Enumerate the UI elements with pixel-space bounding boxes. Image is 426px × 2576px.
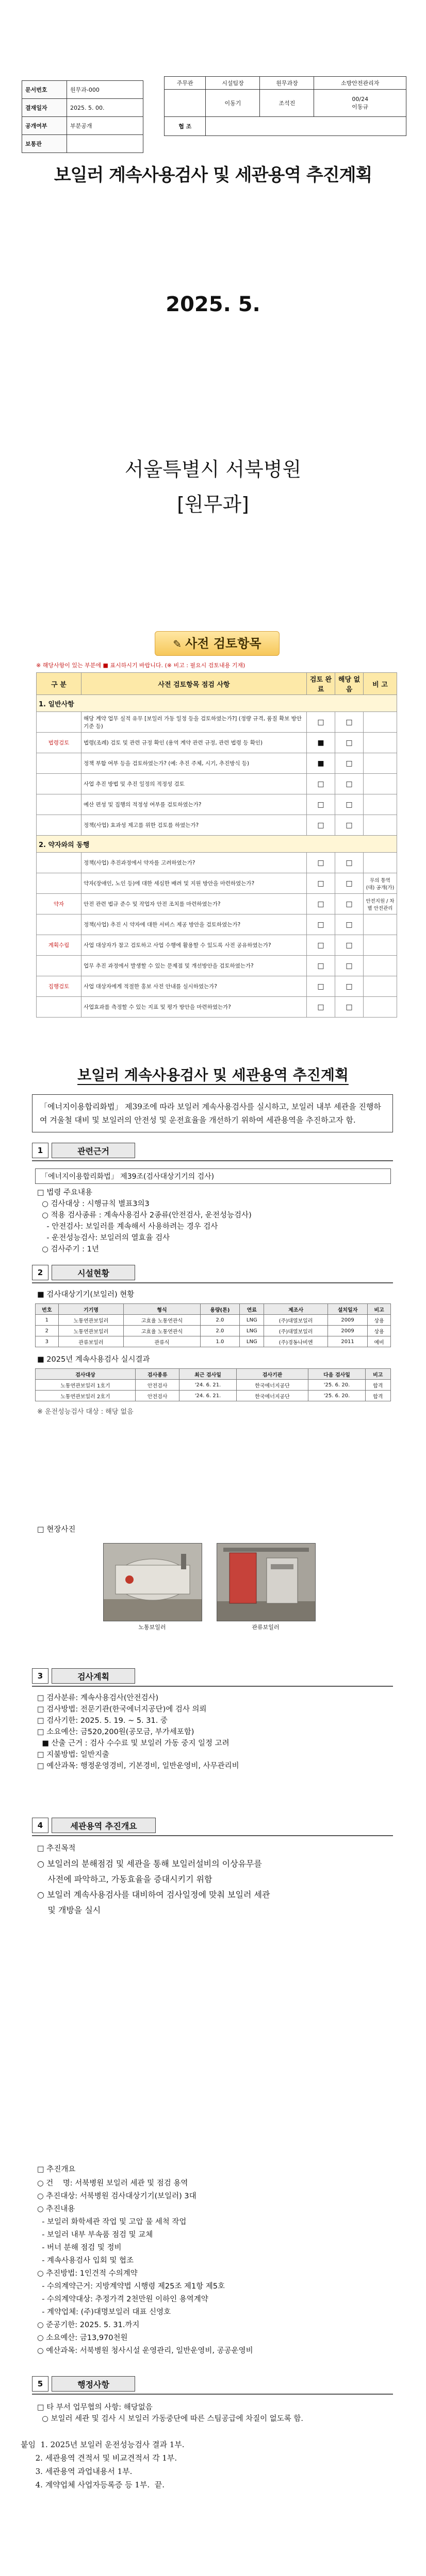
section-title: 검사계획 <box>52 1668 135 1684</box>
result-cell: 안전검사 <box>135 1391 179 1401</box>
result-header: 비고 <box>365 1369 390 1380</box>
overview-line: - 보일러 화학세관 작업 및 고압 물 세척 작업 <box>37 2218 187 2226</box>
doc-no-label: 문서번호 <box>22 81 67 99</box>
checklist-row <box>37 733 397 753</box>
checklist-note <box>364 753 397 774</box>
checklist-row <box>37 894 397 914</box>
facility-label-2: ■ 2025년 계속사용검사 실시결과 <box>37 1355 150 1364</box>
checklist-done-checkbox[interactable]: ■ <box>307 753 335 774</box>
equipment-cell: LNG <box>240 1315 264 1326</box>
checklist-col-header: 사전 검토항목 점검 사항 <box>81 673 307 695</box>
checklist-category <box>37 853 81 873</box>
facility-note: ※ 운전성능검사 대상 : 해당 없음 <box>37 1408 134 1416</box>
equipment-cell: LNG <box>240 1326 264 1336</box>
checklist-done-checkbox[interactable]: □ <box>307 794 335 815</box>
checklist-item: 업무 추진 과정에서 발생할 수 있는 문제점 및 개선방안을 검토하였는가? <box>81 956 307 976</box>
equipment-cell: 2.0 <box>200 1326 240 1336</box>
section-number: 5 <box>32 2376 48 2392</box>
checklist-row <box>37 712 397 733</box>
public-value: 부분공개 <box>67 117 143 135</box>
result-header: 다음 검사일 <box>308 1369 365 1380</box>
equipment-header: 제조사 <box>264 1304 327 1315</box>
admin-line: □ 타 부서 업무협의 사항: 해당없음 <box>37 2403 153 2412</box>
recipient-label: 보통관 <box>22 135 67 153</box>
checklist-note <box>364 997 397 1018</box>
checklist-na-checkbox[interactable]: □ <box>335 914 364 935</box>
checklist-icon: ✎ <box>173 638 186 650</box>
checklist-row <box>37 853 397 873</box>
checklist-category <box>37 815 81 836</box>
admin-lines <box>37 2402 393 2425</box>
equipment-row <box>36 1336 391 1347</box>
doc-no-value: 원무과-000 <box>67 81 143 99</box>
checklist-row <box>37 976 397 997</box>
equipment-cell: 상용 <box>368 1326 391 1336</box>
overview-line: ○ 소요예산: 금13,970천원 <box>37 2334 128 2342</box>
equipment-table <box>35 1303 391 1347</box>
checklist-item: 약자(장애인, 노인 등)에 대한 세심한 배려 및 지원 방안을 마련하였는가? <box>81 873 307 894</box>
equipment-cell: 고효율 노통연관식 <box>124 1315 200 1326</box>
section-5-header <box>32 2376 135 2392</box>
equipment-cell: 1 <box>36 1315 59 1326</box>
result-cell: 합격 <box>365 1391 390 1401</box>
basis-line: - 안전검사: 보일러를 계속해서 사용하려는 경우 검사 <box>37 1223 218 1231</box>
boiler-photo-2 <box>217 1543 316 1621</box>
checklist-note <box>364 733 397 753</box>
checklist-note <box>364 935 397 956</box>
checklist-done-checkbox[interactable]: □ <box>307 712 335 733</box>
checklist-row <box>37 873 397 894</box>
equipment-cell: 2009 <box>327 1326 367 1336</box>
checklist-done-checkbox[interactable]: □ <box>307 894 335 914</box>
cover-dept: [원무과] <box>177 493 249 516</box>
result-header: 검사대상 <box>36 1369 136 1380</box>
equipment-cell: 2011 <box>327 1336 367 1347</box>
plan-line: □ 지불방법: 일반지출 <box>37 1751 109 1759</box>
basis-line: □ 법령 주요내용 <box>37 1189 92 1197</box>
equipment-cell: 노통연관보일러 <box>58 1326 124 1336</box>
checklist-item: 예산 편성 및 집행의 적정성 여부를 검토하였는가? <box>81 794 307 815</box>
checklist-category <box>37 794 81 815</box>
section-number: 1 <box>32 1143 48 1158</box>
checklist-category <box>37 873 81 894</box>
plan-line: ■ 산출 근거 : 검사 수수료 및 보일러 가동 중지 일정 고려 <box>37 1739 230 1748</box>
section-4-header <box>32 1818 156 1833</box>
overview-line: ○ 예산과목: 서북병원 청사시설 운영관리, 일반운영비, 공공운영비 <box>37 2347 253 2355</box>
approval-role: 원무과장 <box>260 77 314 90</box>
date-value: 2025. 5. 00. <box>67 99 143 117</box>
recipient-value <box>67 135 143 153</box>
checklist-col-header: 해당 없음 <box>335 673 364 695</box>
checklist-category <box>37 712 81 733</box>
result-cell: '25. 6. 20. <box>308 1380 365 1391</box>
checklist-note <box>364 815 397 836</box>
checklist-done-checkbox[interactable]: □ <box>307 956 335 976</box>
equipment-header: 번호 <box>36 1304 59 1315</box>
section-title: 행정사항 <box>52 2376 135 2392</box>
equipment-cell: 1.0 <box>200 1336 240 1347</box>
admin-line: ○ 보일러 세관 및 검사 시 보일러 가동중단에 따른 스팀공급에 차질이 없도록 함. <box>37 2415 304 2423</box>
boiler-photo-1 <box>103 1543 202 1621</box>
equipment-header: 설치일자 <box>327 1304 367 1315</box>
overview-line: ○ 준공기한: 2025. 5. 31.까지 <box>37 2321 140 2329</box>
result-cell: 노통연관보일러 2호기 <box>36 1391 136 1401</box>
approval-signature: 이동기 <box>206 90 260 117</box>
approval-role: 소방안전관리자 <box>314 77 406 90</box>
approval-signature <box>165 90 206 117</box>
section-divider <box>32 1686 393 1687</box>
checklist-na-checkbox[interactable]: □ <box>335 894 364 914</box>
equipment-cell: (주)대열보일러 <box>264 1315 327 1326</box>
checklist-category <box>37 956 81 976</box>
section-title: 시설현황 <box>52 1265 135 1280</box>
result-header: 검사종류 <box>135 1369 179 1380</box>
plan-lines <box>37 1692 239 1772</box>
section-title: 관련근거 <box>52 1143 135 1158</box>
result-cell: 한국에너지공단 <box>236 1380 308 1391</box>
attachment-line: 2. 세관용역 견적서 및 비교견적서 각 1부. <box>21 2453 177 2463</box>
attachment-line: 3. 세관용역 과업내용서 1부. <box>21 2467 133 2476</box>
equipment-row <box>36 1315 391 1326</box>
checklist-na-checkbox[interactable]: □ <box>335 976 364 997</box>
checklist-row <box>37 956 397 976</box>
checklist-notes: ※ 해당사항이 있는 부분에 ■ 표시하시기 바랍니다. (※ 비고 : 필요시 검토내용 기재) <box>36 662 245 669</box>
checklist-category: 계획수립 <box>37 935 81 956</box>
basis-line: ○ 검사주기 : 1년 <box>37 1245 99 1253</box>
overview-line: - 보일러 내부 부속품 점검 및 교체 <box>37 2231 153 2239</box>
equipment-row <box>36 1326 391 1336</box>
photo-label: □ 현장사진 <box>37 1526 76 1534</box>
purpose-line: ○ 보일러의 분해점검 및 세관을 통해 보일러설비의 이상유무를 <box>37 1859 262 1869</box>
result-row <box>36 1380 391 1391</box>
overview-line: - 계약업체: (주)대명보일러 대표 신영호 <box>37 2308 171 2316</box>
checklist-done-checkbox[interactable]: □ <box>307 914 335 935</box>
checklist-note <box>364 712 397 733</box>
overview-heading: □ 추진개요 <box>37 2165 76 2174</box>
checklist-row <box>37 774 397 794</box>
equipment-cell: 3 <box>36 1336 59 1347</box>
checklist-title: 사전 검토항목 <box>185 636 261 651</box>
checklist-na-checkbox[interactable]: □ <box>335 712 364 733</box>
equipment-cell: (주)경동나비엔 <box>264 1336 327 1347</box>
checklist-item: 사업효과를 측정할 수 있는 지표 및 평가 방안을 마련하였는가? <box>81 997 307 1018</box>
checklist-na-checkbox[interactable]: □ <box>335 815 364 836</box>
checklist-banner <box>155 631 280 656</box>
checklist-row <box>37 997 397 1018</box>
overview-lines <box>37 2177 253 2358</box>
plan-line: □ 소요예산: 금520,200원(공모금, 부가세포함) <box>37 1728 194 1736</box>
checklist-note: 무의 통역(대) 공개(가) <box>364 873 397 894</box>
plan-line: □ 검사기한: 2025. 5. 19. ~ 5. 31. 중 <box>37 1717 168 1725</box>
date-label: 결재일자 <box>22 99 67 117</box>
checklist-row <box>37 794 397 815</box>
equipment-cell: 노통연관보일러 <box>58 1315 124 1326</box>
basis-line: ○ 검사대상 : 시행규칙 별표3의3 <box>37 1200 150 1208</box>
checklist-na-checkbox[interactable]: □ <box>335 733 364 753</box>
checklist-done-checkbox[interactable]: □ <box>307 853 335 873</box>
main-title: 보일러 계속사용검사 및 세관용역 추진계획 <box>77 1066 349 1083</box>
overview-line: - 계속사용검사 입회 및 협조 <box>37 2257 134 2265</box>
result-cell: '24. 6. 21. <box>179 1380 236 1391</box>
checklist-done-checkbox[interactable]: □ <box>307 997 335 1018</box>
checklist-row <box>37 815 397 836</box>
cover-date: 2025. 5. <box>166 293 260 316</box>
checklist-na-checkbox[interactable]: □ <box>335 956 364 976</box>
approval-role: 시설팀장 <box>206 77 260 90</box>
equipment-cell: (주)대열보일러 <box>264 1326 327 1336</box>
checklist-done-checkbox[interactable]: □ <box>307 873 335 894</box>
basis-line: - 운전성능검사: 보일러의 열효율 검사 <box>37 1234 170 1242</box>
checklist-col-header: 검토 완료 <box>307 673 335 695</box>
equipment-header: 연료 <box>240 1304 264 1315</box>
purpose-line: 및 개방을 실시 <box>37 1905 101 1915</box>
checklist-na-checkbox[interactable]: □ <box>335 935 364 956</box>
section-number: 2 <box>32 1265 48 1280</box>
equipment-cell: 2 <box>36 1326 59 1336</box>
plan-line: □ 예산과목: 행정운영경비, 기본경비, 일반운영비, 사무관리비 <box>37 1762 239 1770</box>
checklist-col-header: 비 고 <box>364 673 397 695</box>
checklist-category <box>37 997 81 1018</box>
checklist-item: 정책 부합 여부 등을 검토하였는가? (예: 추진 주체, 시기, 추진방식 등) <box>81 753 307 774</box>
equipment-cell: 예비 <box>368 1336 391 1347</box>
checklist-note: 안전지원 / 차별 안전관리 <box>364 894 397 914</box>
equipment-cell: 상용 <box>368 1315 391 1326</box>
checklist-category <box>37 753 81 774</box>
cover-title: 보일러 계속사용검사 및 세관용역 추진계획 <box>54 165 372 185</box>
checklist-note <box>364 914 397 935</box>
result-cell: 안전검사 <box>135 1380 179 1391</box>
checklist-row <box>37 914 397 935</box>
section-divider <box>32 1160 393 1161</box>
photo-caption-1: 노통보일러 <box>138 1624 166 1631</box>
attachment-line: 붙임 1. 2025년 보일러 운전성능검사 결과 1부. <box>21 2440 185 2449</box>
inspection-result-table <box>35 1368 391 1401</box>
checklist-table <box>36 672 397 1018</box>
checklist-category <box>37 774 81 794</box>
equipment-header: 용량(톤) <box>200 1304 240 1315</box>
checklist-category <box>37 914 81 935</box>
section-divider <box>32 1282 393 1283</box>
attachment-list <box>21 2438 185 2492</box>
result-cell: 노통연관보일러 1호기 <box>36 1380 136 1391</box>
checklist-note <box>364 853 397 873</box>
assist-label: 협 조 <box>165 117 206 136</box>
photo-caption-2: 관류보일러 <box>252 1624 280 1631</box>
checklist-done-checkbox[interactable]: ■ <box>307 733 335 753</box>
result-header: 최근 검사일 <box>179 1369 236 1380</box>
photo-1-image <box>104 1544 202 1621</box>
overview-line: - 버너 분해 점검 및 정비 <box>37 2244 122 2252</box>
checklist-item: 정책(사업) 추진과정에서 약자를 고려하였는가? <box>81 853 307 873</box>
checklist-item: 안전 관련 법규 준수 및 작업자 안전 조치를 마련하였는가? <box>81 894 307 914</box>
equipment-cell: 2009 <box>327 1315 367 1326</box>
section-divider <box>32 1835 393 1836</box>
approval-signature: 조석진 <box>260 90 314 117</box>
checklist-item: 사업 추진 방법 및 추진 일정의 적정성 검토 <box>81 774 307 794</box>
plan-line: □ 검사분류: 계속사용검사(안전검사) <box>37 1694 159 1702</box>
result-header: 검사기관 <box>236 1369 308 1380</box>
section-number: 3 <box>32 1668 48 1684</box>
section-3-header <box>32 1668 135 1684</box>
purpose-line: 사전에 파악하고, 가동효율을 증대시키기 위함 <box>37 1874 212 1884</box>
checklist-note <box>364 774 397 794</box>
checklist-done-checkbox[interactable]: □ <box>307 815 335 836</box>
overview-line: ○ 건 명: 서북병원 보일러 세관 및 점검 용역 <box>37 2179 188 2188</box>
attachment-line: 4. 계약업체 사업자등록증 등 1부. 끝. <box>21 2480 165 2489</box>
checklist-item: 사업 대상자에게 적절한 홍보 사전 안내를 실시하였는가? <box>81 976 307 997</box>
equipment-cell: 관류보일러 <box>58 1336 124 1347</box>
checklist-section-row <box>37 695 397 712</box>
checklist-note <box>364 976 397 997</box>
checklist-note <box>364 956 397 976</box>
checklist-item: 사업 대상자가 참고 검토하고 사업 수행에 활용할 수 있도록 사전 공유하였는가? <box>81 935 307 956</box>
approval-role: 주무관 <box>165 77 206 90</box>
result-cell: 합격 <box>365 1380 390 1391</box>
checklist-done-checkbox[interactable]: □ <box>307 976 335 997</box>
purpose-line: ○ 보일러 계속사용검사를 대비하여 검사일정에 맞춰 보일러 세관 <box>37 1890 270 1900</box>
equipment-cell: 고효율 노통연관식 <box>124 1326 200 1336</box>
section-2-header <box>32 1265 135 1280</box>
checklist-na-checkbox[interactable]: □ <box>335 753 364 774</box>
checklist-section-title: 1. 일반사항 <box>37 695 397 712</box>
result-row <box>36 1391 391 1401</box>
basis-box: 「에너지이용합리화법」 제39조(검사대상기기의 검사) <box>35 1168 391 1184</box>
overview-line: - 수의계약대상: 추정가격 2천만원 이하인 용역계약 <box>37 2295 208 2303</box>
equipment-header: 기기명 <box>58 1304 124 1315</box>
approval-table <box>164 76 406 136</box>
cover-org: 서울특별시 서북병원 <box>124 458 302 481</box>
checklist-item: 정책(사업) 효과성 제고를 위한 검토를 하였는가? <box>81 815 307 836</box>
checklist-section-row <box>37 836 397 853</box>
checklist-na-checkbox[interactable]: □ <box>335 853 364 873</box>
checklist-note <box>364 794 397 815</box>
overview-line: - 수의계약근거: 지방계약법 시행령 제25조 제1항 제5호 <box>37 2282 225 2291</box>
approval-signature: 00/24 이동규 <box>314 90 406 117</box>
section-number: 4 <box>32 1818 48 1833</box>
checklist-done-checkbox[interactable]: □ <box>307 935 335 956</box>
result-cell: '24. 6. 21. <box>179 1391 236 1401</box>
checklist-item: 해당 계약 업무 실적 유무 [보일러 가동 일정 등을 검토하였는가?] (정량 규격, 품질 확보 방안 기준 등) <box>81 712 307 733</box>
purpose-lines <box>37 1856 270 1918</box>
equipment-header: 비고 <box>368 1304 391 1315</box>
checklist-na-checkbox[interactable]: □ <box>335 794 364 815</box>
checklist-category: 법령검토 <box>37 733 81 753</box>
overview-line: ○ 추진방법: 1인견적 수의계약 <box>37 2269 138 2278</box>
checklist-done-checkbox[interactable]: □ <box>307 774 335 794</box>
equipment-cell: 2.0 <box>200 1315 240 1326</box>
checklist-category: 약자 <box>37 894 81 914</box>
checklist-item: 정책(사업) 추진 시 약자에 대한 서비스 제공 방안을 검토하였는가? <box>81 914 307 935</box>
checklist-na-checkbox[interactable]: □ <box>335 997 364 1018</box>
checklist-na-checkbox[interactable]: □ <box>335 873 364 894</box>
checklist-row <box>37 935 397 956</box>
facility-label-1: ■ 검사대상기기(보일러) 현황 <box>37 1291 135 1299</box>
equipment-header: 형식 <box>124 1304 200 1315</box>
equipment-cell: LNG <box>240 1336 264 1347</box>
checklist-item: 법령(조례) 검토 및 관련 규정 확인 (용역 계약 관련 규정, 관련 법령 등 확인) <box>81 733 307 753</box>
public-label: 공개여부 <box>22 117 67 135</box>
section-title: 세관용역 추진개요 <box>52 1818 156 1833</box>
basis-lines <box>37 1187 252 1255</box>
plan-line: □ 검사방법: 전문기관(한국에너지공단)에 검사 의뢰 <box>37 1705 207 1714</box>
basis-line: ○ 적용 검사종류 : 계속사용검사 2종류(안전검사, 운전성능검사) <box>37 1211 252 1219</box>
overview-line: ○ 추진대상: 서북병원 검사대상기기(보일러) 3대 <box>37 2192 196 2200</box>
doc-info-table <box>22 80 143 153</box>
photo-2-image <box>217 1544 315 1621</box>
intro-box: 「에너지이용합리화법」 제39조에 따라 보일러 계속사용검사를 실시하고, 보일러 내부 세관을 진행하여 겨울철 대비 및 보일러의 안전성 및 운전효율을 개선하기 위하여 세관용역을 추진하고자 함. <box>32 1094 393 1132</box>
section-1-header <box>32 1143 135 1158</box>
result-cell: '25. 6. 20. <box>308 1391 365 1401</box>
section-divider <box>32 2394 393 2395</box>
assist-cell <box>206 117 406 136</box>
result-cell: 한국에너지공단 <box>236 1391 308 1401</box>
checklist-section-title: 2. 약자와의 동행 <box>37 836 397 853</box>
equipment-cell: 관류식 <box>124 1336 200 1347</box>
checklist-na-checkbox[interactable]: □ <box>335 774 364 794</box>
checklist-category: 집행검토 <box>37 976 81 997</box>
checklist-col-header: 구 분 <box>37 673 81 695</box>
checklist-row <box>37 753 397 774</box>
purpose-heading: □ 추진목적 <box>37 1844 76 1853</box>
overview-line: ○ 추진내용 <box>37 2205 75 2213</box>
